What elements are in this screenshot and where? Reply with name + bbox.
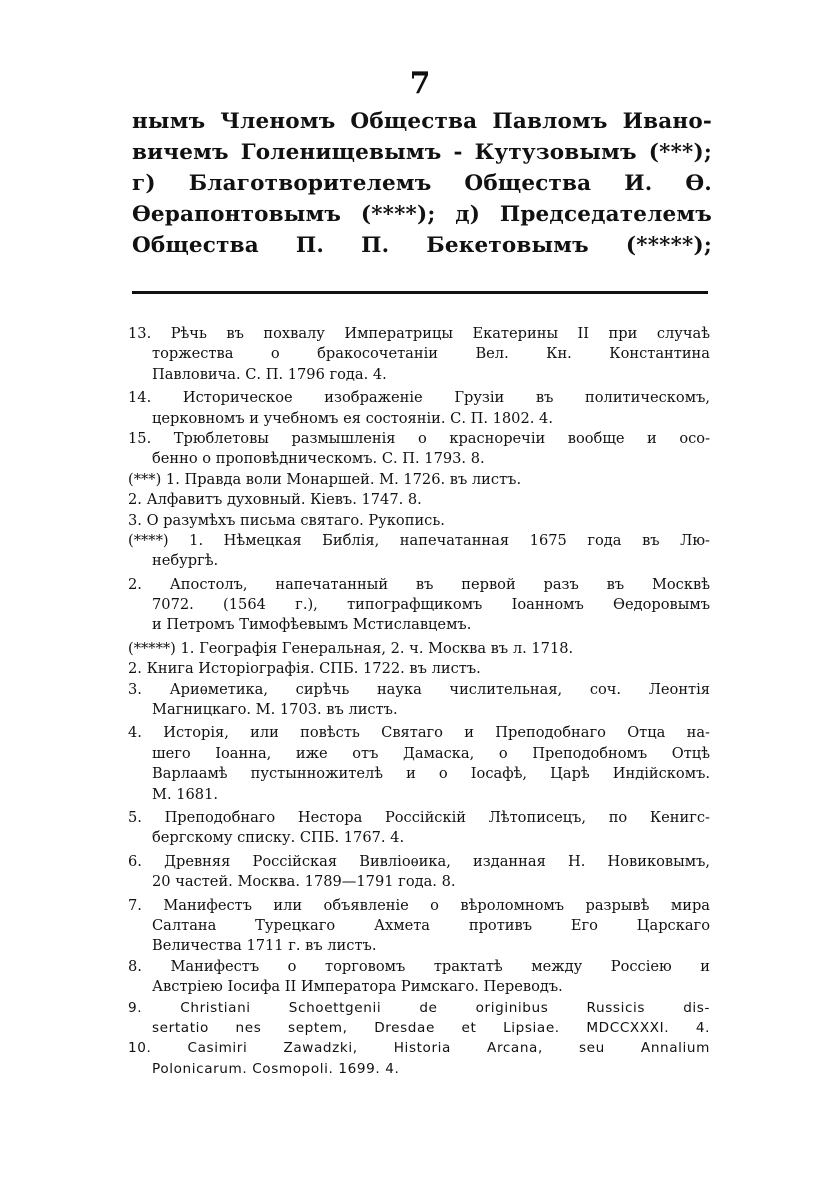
main-text-line: Общества П. П. Бекетовымъ (*****); xyxy=(132,233,712,258)
footnote-line: бенно о проповѣдническомъ. С. П. 1793. 8. xyxy=(152,450,485,468)
footnote-line: 2. Апостолъ, напечатанный въ первой разъ въ Москвѣ xyxy=(128,575,710,593)
footnote-line: 14. Историческое изображеніе Грузіи въ политическомъ, xyxy=(128,389,710,407)
footnote-line: Варлаамѣ пустынножителѣ и о Іосафѣ, Царѣ Индійскомъ. xyxy=(152,765,710,783)
footnote-line: 9. Christiani Schoettgenii de originibus Russicis dis- xyxy=(128,999,710,1016)
horizontal-rule xyxy=(132,291,708,294)
footnote-line: Австріею Іосифа II Императора Римскаго. Переводъ. xyxy=(152,978,563,996)
main-text-block xyxy=(132,106,712,261)
footnote-line: (***) 1. Правда воли Монаршей. М. 1726. въ листъ. xyxy=(128,470,522,488)
footnote-line: (****) 1. Нѣмецкая Библія, напечатанная 1675 года въ Лю- xyxy=(128,531,710,549)
footnote-line: 2. Алфавитъ духовный. Кіевъ. 1747. 8. xyxy=(128,491,422,509)
footnote-line: шего Іоанна, иже отъ Дамаска, о Преподобномъ Отцѣ xyxy=(152,744,710,762)
footnote-line: 10. Casimiri Zawadzki, Historia Arcana, seu Annalium xyxy=(128,1040,710,1057)
footnote-line: 8. Манифестъ о торговомъ трактатѣ между Россіею и xyxy=(128,957,710,975)
main-text-line: г) Благотворителемъ Общества И. Ѳ. xyxy=(132,171,712,196)
footnote-line: церковномъ и учебномъ ея состояніи. С. П. 1802. 4. xyxy=(152,409,553,427)
footnote-line: 13. Рѣчь въ похвалу Императрицы Екатерины II при случаѣ xyxy=(128,325,710,342)
footnote-line: Магницкаго. М. 1703. въ листъ. xyxy=(152,701,398,719)
footnote-line: (*****) 1. Географія Генеральная, 2. ч. Москва въ л. 1718. xyxy=(128,639,574,657)
main-text-line: нымъ Членомъ Общества Павломъ Ивано- xyxy=(132,109,712,134)
footnote-line: 20 частей. Москва. 1789—1791 года. 8. xyxy=(152,873,456,891)
footnote-line: 7. Манифестъ или объявленіе о вѣроломномъ разрывѣ мира xyxy=(128,896,710,914)
main-text-line: Ѳерапонтовымъ (****); д) Председателемъ xyxy=(132,202,712,227)
footnote-line: sertatio nes septem, Dresdae et Lipsiae. MDCCXXXI. 4. xyxy=(152,1019,710,1036)
footnote-line: небургѣ. xyxy=(152,552,219,570)
footnote-line: 7072. (1564 г.), типографщикомъ Іоанномъ Ѳедоровымъ xyxy=(152,596,710,614)
footnote-line: 3. Ариѳметика, сирѣчь наука числительная, соч. Леонтія xyxy=(128,680,710,698)
footnote-line: бергскому списку. СПБ. 1767. 4. xyxy=(152,829,405,847)
footnote-line: и Петромъ Тимофѣевымъ Мстиславцемъ. xyxy=(152,616,472,634)
page-number: 7 xyxy=(409,66,431,101)
footnote-line: 6. Древняя Россійская Вивліоѳика, изданная Н. Новиковымъ, xyxy=(128,852,710,870)
footnote-line: Величества 1711 г. въ листъ. xyxy=(152,937,377,955)
footnote-line: торжества о бракосочетаніи Вел. Кн. Константина xyxy=(152,345,710,363)
main-text-line: вичемъ Голенищевымъ - Кутузовымъ (***); xyxy=(132,140,712,165)
footnote-line: 5. Преподобнаго Нестора Россійскій Лѣтописецъ, по Кенигс- xyxy=(128,808,710,826)
footnote-line: Polonicarum. Cosmopoli. 1699. 4. xyxy=(152,1060,400,1077)
footnote-line: Павловича. С. П. 1796 года. 4. xyxy=(152,365,387,383)
footnote-line: М. 1681. xyxy=(152,785,218,803)
footnote-line: 2. Книга Исторіографія. СПБ. 1722. въ листъ. xyxy=(128,660,481,678)
footnotes-block xyxy=(128,324,710,1079)
footnote-line: 3. О разумѣхъ письма святаго. Рукопись. xyxy=(128,511,445,529)
footnote-line: Салтана Турецкаго Ахмета противъ Его Царскаго xyxy=(152,916,710,934)
footnote-line: 4. Исторія, или повѣсть Святаго и Преподобнаго Отца на- xyxy=(128,724,710,742)
footnote-line: 15. Трюблетовы размышленія о красноречіи вообще и осо- xyxy=(128,429,710,447)
